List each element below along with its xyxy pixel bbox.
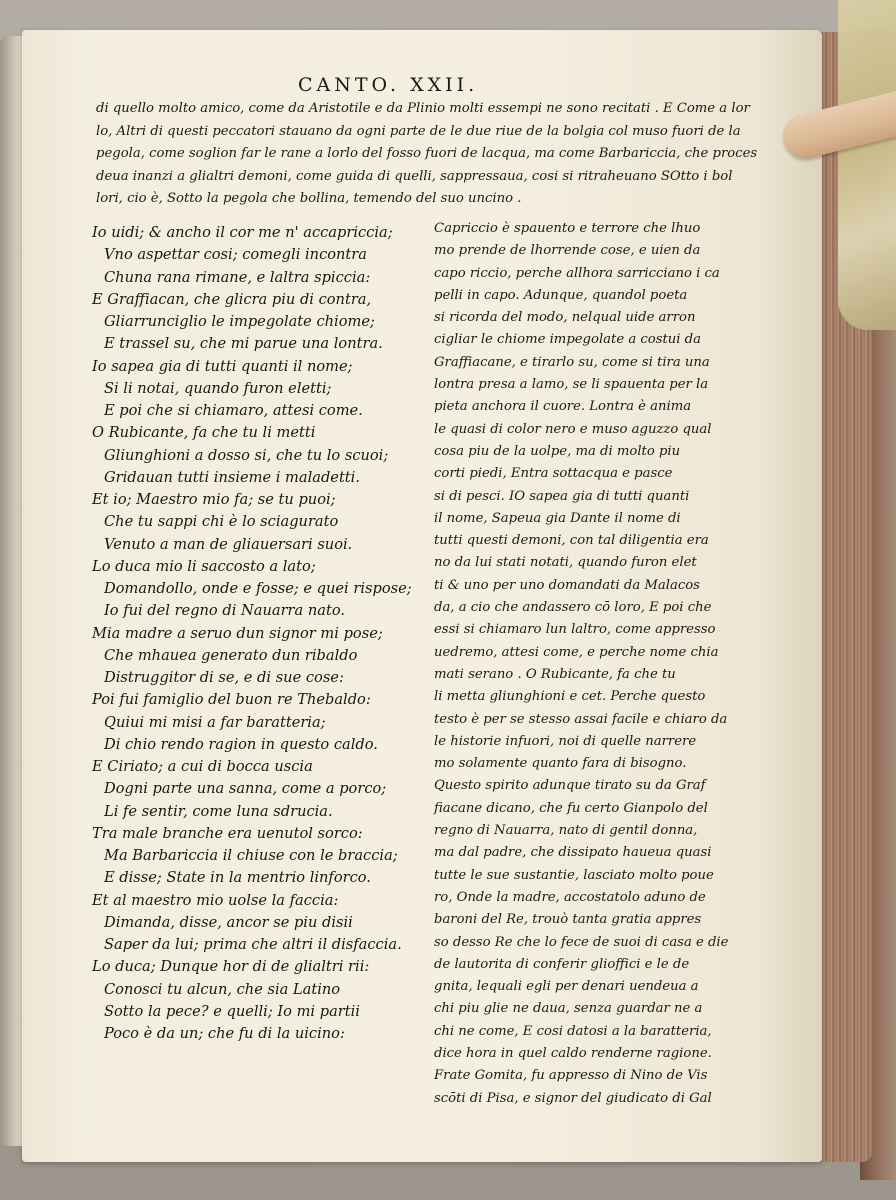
verse-line: Lo duca; Dunque hor di de glialtri rii: [92, 958, 370, 976]
gloss-line: baroni del Re, trouò tanta gratia appres [434, 912, 702, 928]
verse-line: Ma Barbariccia il chiuse con le braccia; [104, 847, 398, 864]
verse-line: E poi che si chiamaro, attesi come. [104, 402, 363, 419]
commentary-line: di quello molto amico, come da Aristotile e da Plinio molti essempi ne sono recitati . E Come a lor [96, 101, 750, 116]
gloss-line: gnita, lequali egli per denari uendeua a [434, 979, 699, 995]
gloss-line: tutte le sue sustantie, lasciato molto poue [434, 867, 714, 883]
gloss-line: fiacane dicano, che fu certo Gianpolo del [434, 800, 708, 816]
verse-line: Io fui del regno di Nauarra nato. [104, 602, 346, 620]
verse-line: Di chio rendo ragion in questo caldo. [104, 735, 378, 753]
verse-line: Vno aspettar cosi; comegli incontra [104, 246, 367, 264]
gloss-line: cosa piu de la uolpe, ma di molto piu [434, 443, 681, 459]
gloss-line: scōti di Pisa, e signor del giudicato di Gal [434, 1090, 712, 1106]
gloss-line: so desso Re che lo fece de suoi di casa e die [434, 934, 729, 950]
gloss-line: Graffiacane, e tirarlo su, come si tira una [434, 354, 710, 370]
verse-line: Lo duca mio li saccosto a lato; [92, 557, 316, 575]
gloss-line: Capriccio è spauento e terrore che lhuo [434, 221, 701, 236]
verse-line: E disse; State in la mentrio linforco. [104, 869, 371, 887]
commentary-paragraph [96, 98, 810, 211]
verse-line: Li fe sentir, come luna sdrucia. [104, 802, 333, 820]
gloss-line: capo riccio, perche allhora sarricciano i ca [434, 265, 720, 281]
gloss-line: chi ne come, E cosi datosi a la baratteria, [434, 1023, 712, 1039]
gloss-line: si di pesci. IO sapea gia di tutti quanti [434, 488, 690, 504]
gloss-line: de lautorita di conferir glioffici e le de [434, 956, 690, 972]
gloss-line: li metta gliunghioni e cet. Perche questo [434, 689, 706, 705]
verse-line: Saper da lui; prima che altri il disfaccia. [104, 936, 402, 953]
gloss-line: corti piedi, Entra sottacqua e pasce [434, 466, 673, 482]
verse-line: Venuto a man de gliauersari suoi. [104, 535, 353, 553]
verse-line: Che tu sappi chi è lo sciagurato [104, 513, 339, 531]
gloss-line: lontra presa a lamo, se li spauenta per la [434, 377, 709, 393]
gloss-line: mo prende de lhorrende cose, e uien da [434, 243, 701, 259]
verse-line: Tra male branche era uenutol sorco: [92, 824, 363, 842]
verse-line: Io uidi; & ancho il cor me n' accapriccia; [92, 224, 393, 241]
verse-line: Si li notai, quando furon eletti; [104, 379, 332, 397]
verse-line: E trassel su, che mi parue una lontra. [104, 335, 383, 353]
gloss-line: pieta anchora il cuore. Lontra è anima [434, 399, 692, 415]
gloss-line: uedremo, attesi come, e perche nome chia [434, 644, 719, 660]
verse-line: Distruggitor di se, e di sue cose: [104, 669, 344, 686]
verse-line: Chuna rana rimane, e laltra spiccia: [104, 268, 371, 286]
verse-line: Conosci tu alcun, che sia Latino [104, 980, 341, 998]
gloss-line: testo è per se stesso assai facile e chiaro da [434, 711, 728, 727]
gloss-line: chi piu glie ne daua, senza guardar ne a [434, 1001, 703, 1017]
verse-line: Quiui mi misi a far baratteria; [104, 713, 326, 731]
gloss-line: dice hora in quel caldo renderne ragione. [434, 1045, 712, 1061]
gloss-line: no da lui stati notati, quando furon elet [434, 555, 697, 571]
gloss-line: pelli in capo. Adunque, quandol poeta [434, 287, 688, 303]
gloss-line: ro, Onde la madre, accostatolo aduno de [434, 889, 706, 905]
commentary-line: pegola, come soglion far le rane a lorlo del fosso fuori de lacqua, ma come Barbariccia, che proces [96, 146, 758, 162]
verse-line: Io sapea gia di tutti quanti il nome; [92, 357, 353, 375]
gloss-line: regno di Nauarra, nato di gentil donna, [434, 823, 698, 839]
support-cloth [838, 0, 896, 330]
verse-line: E Graffiacan, che glicra piu di contra, [92, 290, 372, 308]
page-header: CANTO. XXII. [298, 74, 479, 96]
gloss-line: mo solamente quanto fara di bisogno. [434, 756, 687, 772]
verse-line: Gliarrunciglio le impegolate chiome; [104, 313, 375, 330]
commentary-line: lori, cio è, Sotto la pegola che bollina, temendo del suo uncino . [96, 191, 522, 207]
commentary-line: lo, Altri di questi peccatori stauano da ogni parte de le due riue de la bolgia col muso fuori de la [96, 123, 741, 139]
gloss-line: da, a cio che andassero cō loro, E poi che [434, 600, 712, 616]
verse-line: Et al maestro mio uolse la faccia: [92, 891, 339, 909]
gloss-line: Questo spirito adunque tirato su da Graf [434, 778, 706, 794]
gloss-line: le historie infuori, noi di quelle narrere [434, 733, 697, 749]
commentary-line: deua inanzi a glialtri demoni, come guida di quelli, sappressaua, cosi si ritraheuano SOtto i bol [96, 168, 733, 184]
verse-line: Sotto la pece? e quelli; Io mi partii [104, 1002, 360, 1020]
verse-line: Poi fui famiglio del buon re Thebaldo: [92, 691, 371, 709]
verse-line: Che mhaueа generato dun ribaldo [104, 646, 358, 664]
verse-line: Dogni parte una sanna, come a porco; [104, 780, 387, 798]
gloss-line: il nome, Sapeua gia Dante il nome di [434, 510, 681, 526]
verse-column [92, 222, 422, 1045]
gloss-line: ti & uno per uno domandati da Malacos [434, 577, 700, 593]
verse-line: Mia madre a seruo dun signor mi pose; [92, 624, 383, 642]
gloss-line: ma dal padre, che dissipato haueua quasi [434, 845, 712, 861]
gloss-line: tutti questi demoni, con tal diligentia era [434, 533, 709, 549]
gloss-line: si ricorda del modo, nelqual uide arron [434, 310, 696, 326]
verse-line: Et io; Maestro mio fa; se tu puoi; [92, 491, 336, 508]
gloss-line: le quasi di color nero e muso aguzzo qual [434, 421, 712, 437]
verse-line: Poco è da un; che fu di la uicino: [104, 1025, 345, 1042]
verse-line: Gliunghioni a dosso si, che tu lo scuoi; [104, 446, 389, 464]
verse-line: Gridauan tutti insieme i maladetti. [104, 468, 360, 486]
gloss-column [434, 218, 814, 1110]
gloss-line: mati serano . O Rubicante, fa che tu [434, 666, 676, 682]
gloss-line: Frate Gomita, fu appresso di Nino de Vis [434, 1068, 708, 1084]
verse-line: O Rubicante, fa che tu li metti [92, 424, 316, 442]
gloss-line: essi si chiamaro lun laltro, come appresso [434, 622, 716, 638]
verse-line: E Ciriato; a cui di bocca uscia [92, 758, 313, 775]
gloss-line: cigliar le chiome impegolate a costui da [434, 332, 701, 348]
verse-line: Domandollo, onde e fosse; e quei rispose; [104, 580, 412, 597]
verse-line: Dimanda, disse, ancor se piu disii [104, 913, 353, 931]
